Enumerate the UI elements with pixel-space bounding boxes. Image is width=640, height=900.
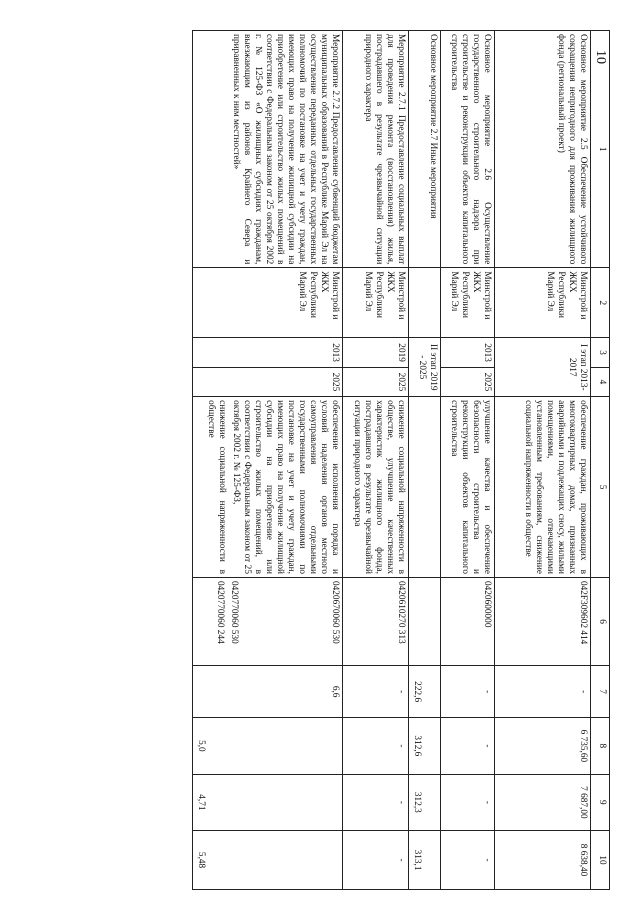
budget-code <box>193 577 343 665</box>
table-row <box>495 31 591 890</box>
budget-code: 0420600000 <box>441 577 495 665</box>
value-col7: - <box>343 666 409 718</box>
table-row <box>409 31 441 890</box>
budget-code <box>409 577 441 665</box>
end-year: 2025 <box>441 367 495 396</box>
value-col9: - <box>441 774 495 831</box>
header-cell: 3 <box>591 338 610 367</box>
activity-name: Мероприятие 2.7.2 Предоставление субвенций бюджетам муниципальных образований в Республике Марий Эл на осуществление переданных отдельных государственных полномочий по постановке на учет и учету граждан, имеющих право на получение жилищной субсидии на приобретение или строительство жилых помещений в соответствии с Федеральным законом от 25 октября 2002 г. № 125-ФЗ «О жилищных субсидиях гражданам, выезжающим из районов Крайнего Севера и приравненных к ним местностей» <box>193 31 343 268</box>
executor: Минстрой и ЖКХ Республики Марий Эл <box>441 268 495 338</box>
value-col10: 313,1 <box>409 831 441 890</box>
value-col8: 312,6 <box>409 718 441 775</box>
value-col10: 5,48 <box>193 831 343 890</box>
value-col10: - <box>343 831 409 890</box>
page-number: 10 <box>593 50 608 64</box>
executor: Минстрой и ЖКХ Республики Марий Эл <box>193 268 343 338</box>
value-col9: 4,71 <box>193 774 343 831</box>
executor <box>409 268 441 338</box>
table-row <box>441 31 495 890</box>
activity-name: Основное мероприятие 2.5 Обеспечение устойчивого сокращения непригодного для проживания жилищного фонда (региональный проект) <box>495 31 591 268</box>
program-table <box>192 30 610 890</box>
start-year: 2013 <box>441 338 495 367</box>
expected-result <box>409 397 441 578</box>
value-col8: - <box>441 718 495 775</box>
header-cell: 2 <box>591 268 610 338</box>
expected-result-main: обеспечение исполнения порядка и условий наделения органов местного самоуправления отдельными государственными полномочиями по постановке на учет и учету граждан, имеющих право на получение жилищной субсидии на приобретение или строительство жилых помещений, в соответствии с Федеральным законом от 25 октября 2002 г. № 125-ФЗ, <box>231 400 340 574</box>
header-cell: 1 <box>591 31 610 268</box>
activity-name: Основное мероприятие 2.6 Осуществление государственного строительного надзора при строительстве и реконструкции объектов капитального строительства <box>441 31 495 268</box>
expected-result <box>193 397 343 578</box>
value-col7: - <box>495 666 591 718</box>
header-cell: 9 <box>591 774 610 831</box>
expected-result: улучшение качества и обеспечение безопасности строительства и реконструкции объектов капитального строительства <box>441 397 495 578</box>
header-cell: 10 <box>591 831 610 890</box>
value-col8: 5,0 <box>193 718 343 775</box>
value-col8: 6 735,60 <box>495 718 591 775</box>
executor: Минстрой и ЖКХ Республики Марий Эл <box>343 268 409 338</box>
expected-result: снижение социальной напряженности в обществе, улучшение качественных характеристик жилищного фонда, пострадавшего в результате чрезвычайной ситуации природного характера <box>343 397 409 578</box>
period: II этап 2019 - 2025 <box>409 338 441 397</box>
start-year: 2013 <box>193 338 343 367</box>
expected-result: обеспечение граждан, проживающих в многоквартирных домах, признанных аварийными и подлежащих сносу, жилыми помещениями, отвечающими установленным требованиям, снижение социальной напряженности в обществе <box>495 397 591 578</box>
value-col8: - <box>343 718 409 775</box>
value-col7: 6,6 <box>193 666 343 718</box>
budget-code-1: 0420670060 530 <box>330 580 340 644</box>
period: I этап 2013-2017 <box>495 338 591 397</box>
table-row <box>193 31 343 890</box>
expected-result-extra: снижение социальной напряженности в обществе <box>206 400 228 574</box>
value-col10: - <box>441 831 495 890</box>
table-header-row <box>591 31 610 890</box>
value-col10: 8 638,40 <box>495 831 591 890</box>
end-year: 2025 <box>193 367 343 396</box>
value-col9: 312,3 <box>409 774 441 831</box>
end-year: 2025 <box>343 367 409 396</box>
header-cell: 4 <box>591 367 610 396</box>
table-row <box>343 31 409 890</box>
activity-name: Основное мероприятие 2.7 Иные мероприятия <box>409 31 441 268</box>
value-col9: - <box>343 774 409 831</box>
header-cell: 7 <box>591 666 610 718</box>
value-col9: 7 687,00 <box>495 774 591 831</box>
start-year: 2019 <box>343 338 409 367</box>
rotated-sheet <box>130 30 610 890</box>
header-cell: 6 <box>591 577 610 665</box>
budget-code-3: 0420770060 244 <box>215 580 226 644</box>
value-col7: - <box>441 666 495 718</box>
executor: Минстрой и ЖКХ Республики Марий Эл <box>495 268 591 338</box>
budget-code: 042F309602 414 <box>495 577 591 665</box>
activity-name: Мероприятие 2.7.1 Предоставление социальных выплат для проведения ремонта (восстановления) жилья, пострадавшего в результате чрезвычайной ситуации природного характера <box>343 31 409 268</box>
budget-code: 0420610270 313 <box>343 577 409 665</box>
budget-code-2: 0420770060 530 <box>229 580 240 644</box>
header-cell: 5 <box>591 397 610 578</box>
header-cell: 8 <box>591 718 610 775</box>
value-col7: 222,6 <box>409 666 441 718</box>
